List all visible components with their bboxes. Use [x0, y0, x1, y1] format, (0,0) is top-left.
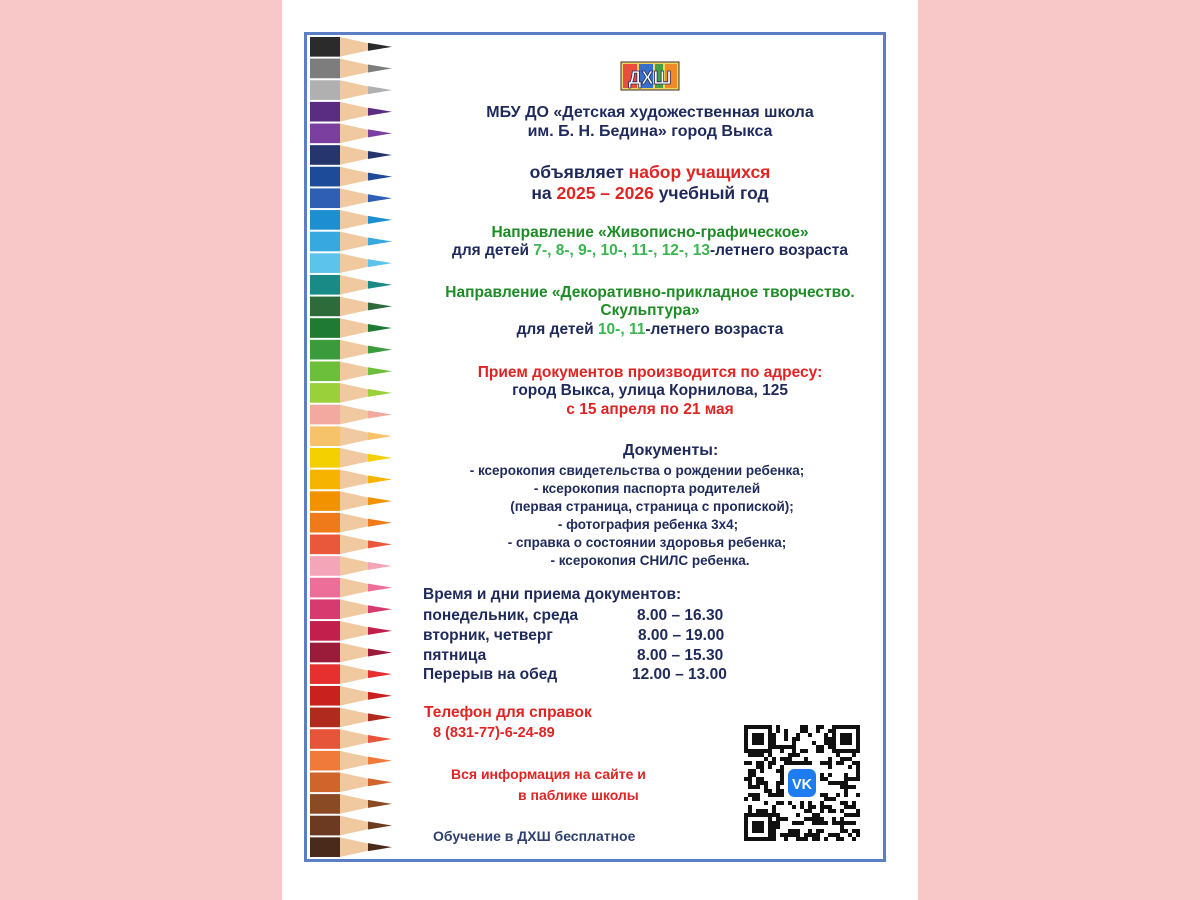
academic-year: 2025 – 2026 — [556, 182, 654, 203]
pencils-illustration — [310, 36, 402, 858]
direction1-age-list: 7-, 8-, 9-, 10-, 11-, 12-, 13 — [533, 242, 710, 260]
school-name-line1: МБУ ДО «Детская художественная школа — [486, 104, 814, 121]
pencil — [310, 426, 392, 446]
pencil — [310, 772, 392, 792]
info-line1: Вся информация на сайте и — [451, 766, 646, 782]
pencil — [310, 340, 392, 360]
schedule-row — [423, 627, 553, 645]
pencil — [310, 297, 392, 317]
documents-title: Документы: — [623, 442, 719, 459]
direction1-ages — [410, 242, 890, 260]
direction1-ages-suffix: -летнего возраста — [709, 242, 848, 260]
enrollment-announcement — [410, 162, 890, 203]
pencil — [310, 405, 392, 425]
dates-c: с — [566, 400, 580, 418]
pencil — [310, 318, 392, 338]
pencil — [310, 37, 392, 57]
pencil — [310, 729, 392, 749]
pencil — [310, 102, 392, 122]
pencil — [310, 232, 392, 252]
pencil — [310, 621, 392, 641]
pencil — [310, 491, 392, 511]
schedule-row-time — [638, 627, 724, 645]
info-line2: в паблике школы — [518, 787, 639, 803]
schedule-title: Время и дни приема документов: — [423, 586, 682, 603]
contact-phone: 8 (831-77)-6-24-89 — [433, 725, 555, 741]
document-item: - ксерокопия свидетельства о рождении ребенка; — [469, 463, 805, 478]
schedule-row-time — [637, 647, 723, 665]
contact-label: Телефон для справок — [424, 704, 592, 721]
direction2-ages-prefix: для детей — [516, 320, 598, 338]
pencil — [310, 686, 392, 706]
direction2-age-list: 10-, 11 — [597, 320, 646, 338]
pencil — [310, 275, 392, 295]
schedule-row-time — [637, 607, 723, 625]
pencil — [310, 837, 392, 857]
pencil — [310, 599, 392, 619]
pencil — [310, 80, 392, 100]
document-item: - справка о состоянии здоровья ребенка; — [507, 534, 787, 550]
announce-highlight: набор учащихся — [628, 162, 771, 182]
schedule-row — [423, 647, 486, 665]
pencil — [310, 210, 392, 230]
pencil — [310, 513, 392, 533]
vk-qr-code[interactable] — [744, 725, 860, 841]
dates-mid: апреля по — [596, 400, 684, 418]
reception-address: город Выкса, улица Корнилова, 125 — [512, 382, 788, 400]
pencil — [310, 383, 392, 403]
direction2-ages — [410, 321, 890, 339]
school-name — [410, 104, 890, 142]
direction2 — [410, 284, 890, 339]
document-item: - ксерокопия паспорта родителей — [533, 480, 761, 496]
reception-info — [410, 364, 890, 419]
free-education-note: Обучение в ДХШ бесплатное — [433, 828, 636, 844]
pencil — [310, 470, 392, 490]
schedule-day: понедельник, среда — [423, 607, 579, 624]
reception-dates — [410, 401, 890, 419]
pencil — [310, 167, 392, 187]
reception-title: Прием документов производится по адресу: — [477, 364, 823, 381]
announce-year-prefix: на — [531, 182, 557, 203]
schedule-time: 8.00 – 16.30 — [637, 607, 724, 624]
announce-year-suffix: учебный год — [653, 182, 769, 203]
pencil — [310, 794, 392, 814]
school-logo — [619, 58, 681, 92]
direction2-title-line1: Направление «Декоративно-прикладное творчество. — [445, 284, 855, 301]
pencil — [310, 578, 392, 598]
schedule-row — [423, 666, 557, 684]
announce-line1 — [410, 162, 890, 183]
pencil — [310, 448, 392, 468]
direction1-title: Направление «Живописно-графическое» — [491, 224, 809, 241]
schedule-day: Перерыв на обед — [423, 666, 558, 683]
pencil — [310, 59, 392, 79]
schedule-day: вторник, четверг — [423, 627, 553, 644]
document-item: - фотография ребенка 3x4; — [557, 516, 739, 532]
school-name-line2: им. Б. Н. Бедина» город Выкса — [527, 122, 773, 140]
direction1-ages-prefix: для детей — [451, 242, 534, 260]
date-from: 15 — [579, 400, 597, 418]
pencil — [310, 124, 392, 144]
pencil — [310, 751, 392, 771]
pencil — [310, 556, 392, 576]
document-item: - ксерокопия СНИЛС ребенка. — [550, 552, 750, 568]
pencil — [310, 664, 392, 684]
pencil — [310, 708, 392, 728]
pencil — [310, 643, 392, 663]
vk-badge-label: VK — [792, 777, 812, 793]
documents-list — [410, 462, 890, 570]
svg-text:ДХШ: ДХШ — [628, 68, 672, 88]
direction2-ages-suffix: -летнего возраста — [645, 320, 784, 338]
schedule-day: пятница — [423, 647, 487, 664]
pencil — [310, 535, 392, 555]
schedule-row-time — [632, 666, 727, 684]
document-item: (первая страница, страница с пропиской); — [510, 498, 794, 514]
pencil — [310, 188, 392, 208]
schedule-time: 8.00 – 19.00 — [638, 627, 725, 644]
announce-line2 — [410, 183, 890, 204]
schedule-time: 12.00 – 13.00 — [632, 666, 727, 683]
dates-end: мая — [700, 400, 734, 418]
date-to: 21 — [683, 400, 701, 418]
direction1 — [410, 224, 890, 261]
direction2-title-line2: Скульптура» — [600, 302, 700, 320]
schedule-row — [423, 607, 578, 625]
pencil — [310, 253, 392, 273]
pencil — [310, 361, 392, 381]
pencil — [310, 816, 392, 836]
pencil — [310, 145, 392, 165]
announce-prefix: объявляет — [529, 162, 629, 182]
schedule-time: 8.00 – 15.30 — [637, 647, 724, 664]
